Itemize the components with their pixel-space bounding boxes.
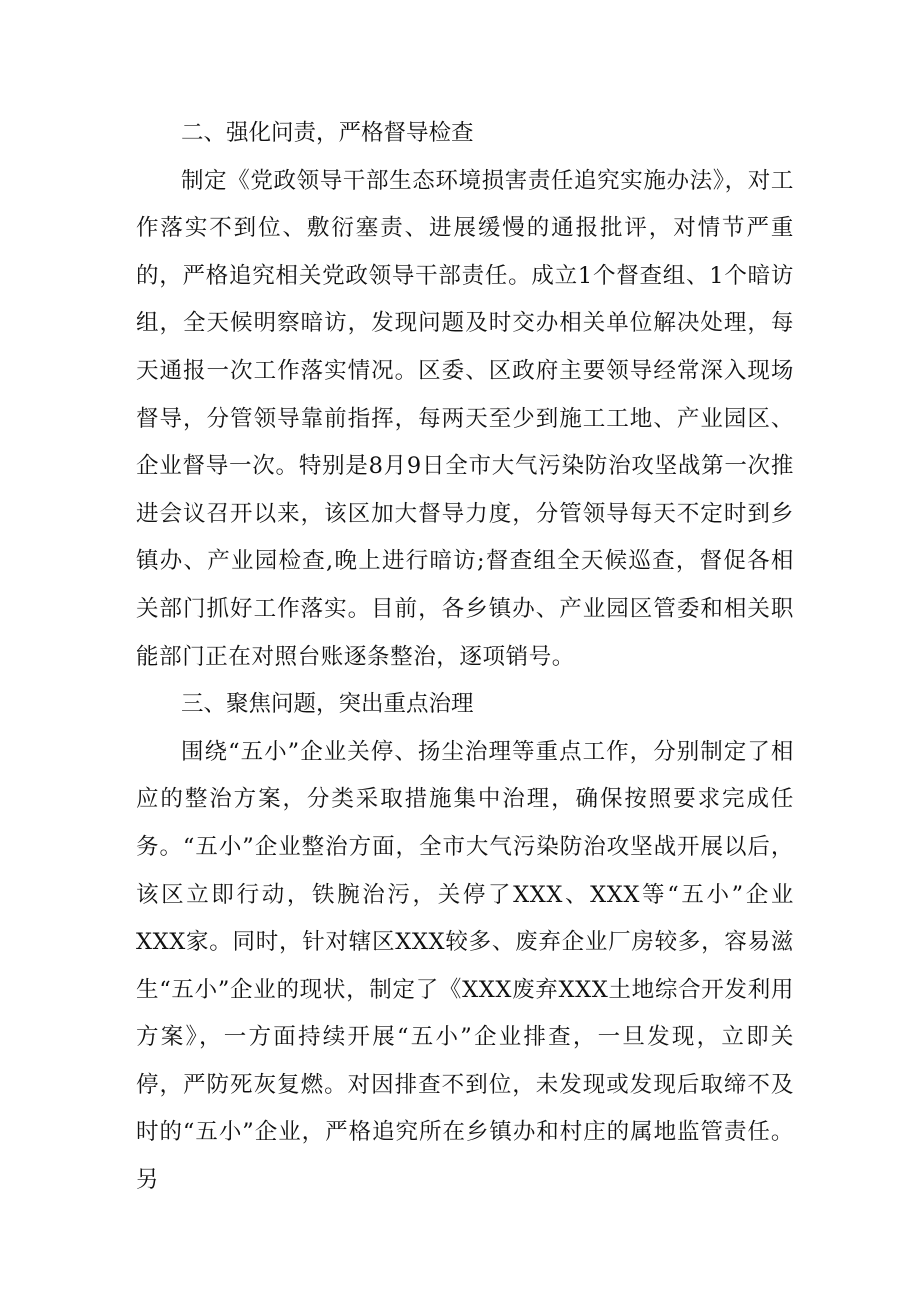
section-paragraph-key-governance: 围绕“五小”企业关停、扬尘治理等重点工作，分别制定了相应的整治方案，分类采取措施集中治理，确保按照要求完成任务。“五小”企业整治方面，全市大气污染防治攻坚战开展以后，该区立即行动，铁腕治污，关停了XXX、XXX等“五小”企业XXX家。同时，针对辖区XXX较多、废弃企业厂房较多，容易滋生“五小”企业的现状，制定了《XXX废弃XXX土地综合开发利用方案》，一方面持续开展“五小”企业排查，一旦发现，立即关停，严防死灰复燃。对因排查不到位，未发现或发现后取缔不及时的“五小”企业，严格追究所在乡镇办和村庄的属地监管责任。另	[136, 738, 794, 1194]
section-heading-key-governance: 三、聚焦问题，突出重点治理	[181, 691, 474, 718]
section-paragraph-accountability: 制定《党政领导干部生态环境损害责任追究实施办法》，对工作落实不到位、敷衍塞责、进展缓慢的通报批评，对情节严重的，严格追究相关党政领导干部责任。成立1个督查组、1个暗访组，全天候明察暗访，发现问题及时交办相关单位解决处理，每天通报一次工作落实情况。区委、区政府主要领导经常深入现场督导，分管领导靠前指挥，每两天至少到施工工地、产业园区、企业督导一次。特别是8月9日全市大气污染防治攻坚战第一次推进会议召开以来，该区加大督导力度，分管领导每天不定时到乡镇办、产业园检查,晚上进行暗访;督查组全天候巡查，督促各相关部门抓好工作落实。目前，各乡镇办、产业园区管委和相关职能部门正在对照台账逐条整治，逐项销号。	[136, 167, 794, 670]
document-body	[136, 110, 794, 1205]
section-heading-accountability: 二、强化问责，严格督导检查	[181, 120, 474, 146]
